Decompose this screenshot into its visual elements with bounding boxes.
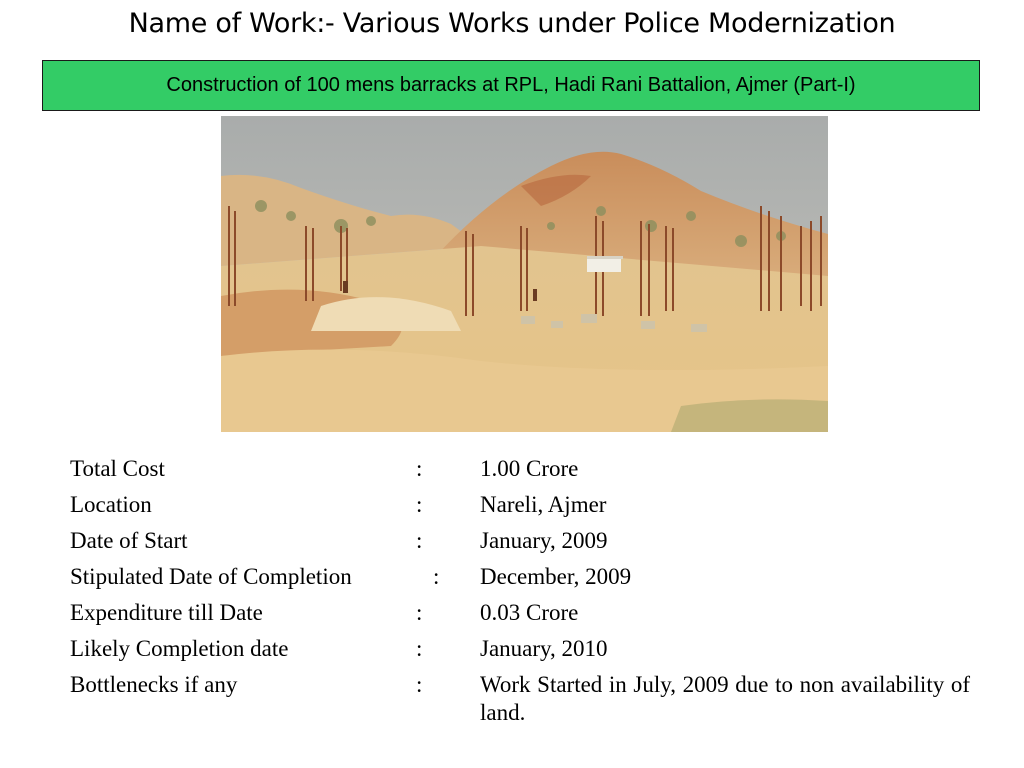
detail-value: 0.03 Crore — [480, 600, 579, 625]
detail-value: December, 2009 — [480, 564, 632, 589]
detail-row-expenditure — [70, 599, 970, 627]
detail-row-date-of-start — [70, 527, 970, 555]
detail-value: January, 2010 — [480, 636, 608, 661]
detail-separator: : — [416, 492, 423, 517]
detail-label: Stipulated Date of Completion — [70, 564, 352, 589]
detail-label: Likely Completion date — [70, 636, 289, 661]
detail-label: Bottlenecks if any — [70, 672, 238, 697]
detail-label: Total Cost — [70, 456, 165, 481]
detail-value: Nareli, Ajmer — [480, 492, 607, 517]
project-details — [70, 455, 970, 735]
detail-row-bottlenecks — [70, 671, 970, 727]
construction-site-photo — [221, 116, 828, 432]
detail-separator: : — [416, 600, 423, 625]
detail-label: Location — [70, 492, 152, 517]
detail-row-total-cost — [70, 455, 970, 483]
detail-label: Expenditure till Date — [70, 600, 263, 625]
detail-separator: : — [416, 636, 423, 661]
slide-title: Name of Work:- Various Works under Police Modernization — [128, 8, 896, 39]
detail-row-likely-completion — [70, 635, 970, 663]
detail-separator: : — [416, 672, 423, 697]
detail-row-stipulated-completion — [70, 563, 970, 591]
detail-value: 1.00 Crore — [480, 456, 579, 481]
detail-value: January, 2009 — [480, 528, 608, 553]
detail-row-location — [70, 491, 970, 519]
detail-separator: : — [416, 528, 423, 553]
detail-label: Date of Start — [70, 528, 188, 553]
banner-text: Construction of 100 mens barracks at RPL, Hadi Rani Battalion, Ajmer (Part-I) — [166, 74, 856, 96]
detail-separator: : — [433, 564, 440, 589]
detail-separator: : — [416, 456, 423, 481]
detail-value: Work Started in July, 2009 due to non availability of land. — [480, 672, 970, 725]
work-banner — [42, 60, 980, 111]
